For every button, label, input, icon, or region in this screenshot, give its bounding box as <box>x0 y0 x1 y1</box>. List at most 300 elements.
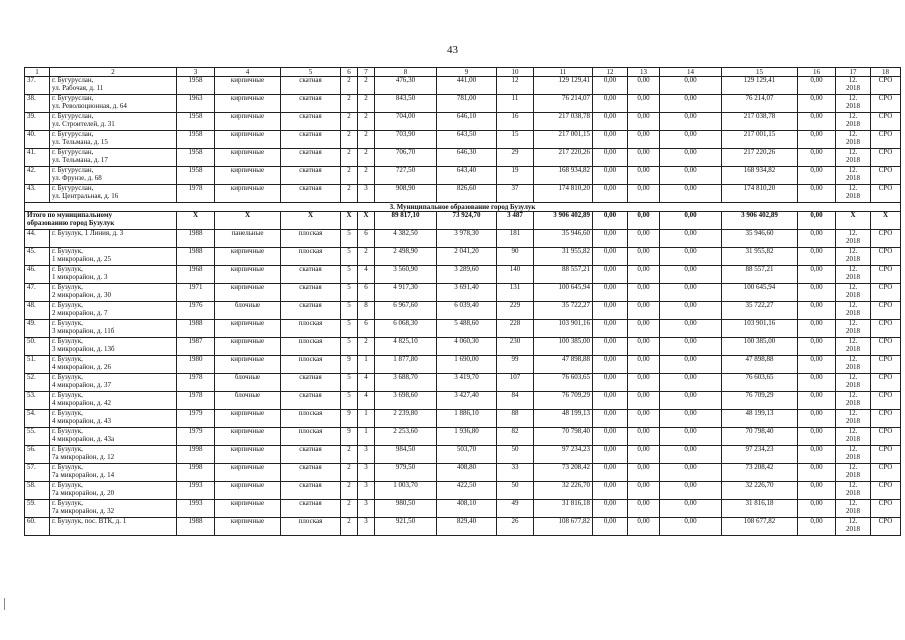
residents-cell: 29 <box>497 149 534 167</box>
address-cell <box>50 320 177 338</box>
value-cell: 0,00 <box>660 284 722 302</box>
floors-cell: 2 <box>341 464 358 482</box>
entrances-cell: 1 <box>358 356 375 374</box>
deadline-month: 12. <box>848 148 858 156</box>
sum-cell: 129 129,41 <box>722 77 798 95</box>
row-number: 40. <box>25 131 50 149</box>
sum-cell: 31 955,82 <box>722 248 798 266</box>
roof-type-cell: скатная <box>281 464 341 482</box>
residents-cell: 84 <box>497 392 534 410</box>
column-number: 18 <box>871 68 901 77</box>
value-cell: 0,00 <box>593 266 628 284</box>
wall-material-cell: блочные <box>215 392 281 410</box>
entrances-cell: 3 <box>358 464 375 482</box>
entrances-cell: 3 <box>358 482 375 500</box>
total-method: X <box>871 212 901 230</box>
deadline-year: 2018 <box>846 236 860 245</box>
address-line-2: 1 микрорайон, д. 3 <box>52 272 108 281</box>
cost-cell: 31 816,18 <box>534 500 593 518</box>
cost-cell: 32 226,70 <box>534 482 593 500</box>
method-cell: СРО <box>871 284 901 302</box>
cost-cell: 174 810,20 <box>534 185 593 203</box>
deadline-year: 2018 <box>846 506 860 515</box>
total-label-line-1: Итого по муниципальному <box>27 211 113 219</box>
value-cell: 0,00 <box>660 500 722 518</box>
total-area-cell: 984,50 <box>375 446 437 464</box>
value-cell: 0,00 <box>593 77 628 95</box>
row-number: 37. <box>25 77 50 95</box>
address-line-1: г. Бузулук, <box>52 373 83 381</box>
floors-cell: 5 <box>341 248 358 266</box>
address-line-1: г. Бугуруслан, <box>52 76 94 84</box>
value-cell: 0,00 <box>628 185 660 203</box>
value-cell: 0,00 <box>798 167 836 185</box>
deadline-cell <box>836 356 871 374</box>
roof-type-cell: скатная <box>281 284 341 302</box>
row-number: 41. <box>25 149 50 167</box>
residents-cell: 82 <box>497 428 534 446</box>
deadline-month: 12. <box>848 319 858 327</box>
table-row <box>25 230 901 248</box>
address-cell <box>50 500 177 518</box>
sum-cell: 100 645,94 <box>722 284 798 302</box>
cost-cell: 76 709,29 <box>534 392 593 410</box>
value-cell: 0,00 <box>628 356 660 374</box>
table-row <box>25 302 901 320</box>
deadline-year: 2018 <box>846 173 860 182</box>
address-line-1: г. Бузулук, <box>52 427 83 435</box>
column-number: 9 <box>437 68 497 77</box>
residents-cell: 229 <box>497 302 534 320</box>
column-number-row <box>25 68 901 77</box>
housing-register-table <box>24 67 901 536</box>
value-cell: 0,00 <box>798 284 836 302</box>
method-cell: СРО <box>871 518 901 536</box>
row-number: 57. <box>25 464 50 482</box>
deadline-month: 12. <box>848 112 858 120</box>
address-line-2: ул. Центральная, д. 16 <box>52 191 119 200</box>
value-cell: 0,00 <box>660 446 722 464</box>
value-cell: 0,00 <box>660 113 722 131</box>
deadline-cell <box>836 284 871 302</box>
entrances-cell: 2 <box>358 248 375 266</box>
deadline-cell <box>836 518 871 536</box>
table-row <box>25 410 901 428</box>
value-cell: 0,00 <box>798 131 836 149</box>
table-row <box>25 464 901 482</box>
wall-material-cell: кирпичные <box>215 410 281 428</box>
total-year: X <box>177 212 215 230</box>
year-cell: 1998 <box>177 446 215 464</box>
sum-cell: 47 898,88 <box>722 356 798 374</box>
value-cell: 0,00 <box>628 77 660 95</box>
value-cell: 0,00 <box>660 185 722 203</box>
total-area-cell: 706,70 <box>375 149 437 167</box>
deadline-month: 12. <box>848 391 858 399</box>
deadline-cell <box>836 320 871 338</box>
year-cell: 1968 <box>177 266 215 284</box>
row-number: 56. <box>25 446 50 464</box>
address-cell <box>50 428 177 446</box>
value-cell: 0,00 <box>593 500 628 518</box>
value-cell: 0,00 <box>628 464 660 482</box>
total-entrances: X <box>358 212 375 230</box>
floors-cell: 5 <box>341 284 358 302</box>
address-line-1: г. Бузулук, <box>52 499 83 507</box>
wall-material-cell: кирпичные <box>215 248 281 266</box>
wall-material-cell: кирпичные <box>215 356 281 374</box>
living-area-cell: 1 690,00 <box>437 356 497 374</box>
address-cell <box>50 77 177 95</box>
method-cell: СРО <box>871 167 901 185</box>
year-cell: 1988 <box>177 518 215 536</box>
residents-cell: 37 <box>497 185 534 203</box>
address-cell <box>50 464 177 482</box>
column-number: 7 <box>358 68 375 77</box>
address-cell <box>50 356 177 374</box>
address-line-1: г. Бузулук, <box>52 337 83 345</box>
address-line-1: г. Бузулук, <box>52 355 83 363</box>
value-cell: 0,00 <box>660 338 722 356</box>
value-cell: 0,00 <box>798 392 836 410</box>
deadline-cell <box>836 185 871 203</box>
roof-type-cell: скатная <box>281 302 341 320</box>
row-number: 58. <box>25 482 50 500</box>
year-cell: 1993 <box>177 482 215 500</box>
deadline-cell <box>836 248 871 266</box>
value-cell: 0,00 <box>593 113 628 131</box>
value-cell: 0,00 <box>798 464 836 482</box>
year-cell: 1971 <box>177 284 215 302</box>
column-number: 12 <box>593 68 628 77</box>
entrances-cell: 2 <box>358 77 375 95</box>
floors-cell: 2 <box>341 518 358 536</box>
row-number: 39. <box>25 113 50 131</box>
value-cell: 0,00 <box>628 284 660 302</box>
method-cell: СРО <box>871 356 901 374</box>
table-row <box>25 320 901 338</box>
deadline-year: 2018 <box>846 101 860 110</box>
deadline-month: 12. <box>848 283 858 291</box>
sum-cell: 100 385,00 <box>722 338 798 356</box>
method-cell: СРО <box>871 131 901 149</box>
address-line-2: 7а микрорайон, д. 20 <box>52 488 115 497</box>
row-number: 55. <box>25 428 50 446</box>
floors-cell: 2 <box>341 500 358 518</box>
year-cell: 1958 <box>177 113 215 131</box>
deadline-cell <box>836 167 871 185</box>
cost-cell: 76 214,07 <box>534 95 593 113</box>
address-line-2: ул. Рабочая, д. 11 <box>52 83 104 92</box>
column-number: 15 <box>722 68 798 77</box>
living-area-cell: 643,50 <box>437 131 497 149</box>
address-cell <box>50 410 177 428</box>
entrances-cell: 4 <box>358 392 375 410</box>
sum-cell: 48 199,13 <box>722 410 798 428</box>
sum-cell: 70 798,40 <box>722 428 798 446</box>
value-cell: 0,00 <box>798 338 836 356</box>
deadline-month: 12. <box>848 337 858 345</box>
address-cell <box>50 446 177 464</box>
sum-cell: 35 946,60 <box>722 230 798 248</box>
deadline-cell <box>836 302 871 320</box>
address-line-2: 4 микрорайон, д. 43 <box>52 416 111 425</box>
total-area-cell: 921,50 <box>375 518 437 536</box>
address-line-2: ул. Тельмана, д. 15 <box>52 137 108 146</box>
residents-cell: 228 <box>497 320 534 338</box>
cost-cell: 103 901,16 <box>534 320 593 338</box>
roof-type-cell: плоская <box>281 410 341 428</box>
method-cell: СРО <box>871 320 901 338</box>
value-cell: 0,00 <box>660 482 722 500</box>
deadline-year: 2018 <box>846 452 860 461</box>
sum-cell: 103 901,16 <box>722 320 798 338</box>
value-cell: 0,00 <box>628 230 660 248</box>
year-cell: 1958 <box>177 77 215 95</box>
floors-cell: 5 <box>341 320 358 338</box>
residents-cell: 131 <box>497 284 534 302</box>
method-cell: СРО <box>871 482 901 500</box>
table-row <box>25 113 901 131</box>
value-cell: 0,00 <box>628 374 660 392</box>
cost-cell: 73 208,42 <box>534 464 593 482</box>
wall-material-cell: блочные <box>215 302 281 320</box>
value-cell: 0,00 <box>593 131 628 149</box>
living-area-cell: 441,00 <box>437 77 497 95</box>
deadline-cell <box>836 410 871 428</box>
value-cell: 0,00 <box>798 113 836 131</box>
deadline-year: 2018 <box>846 488 860 497</box>
address-line-2: 2 микрорайон, д. 30 <box>52 290 111 299</box>
value-cell: 0,00 <box>593 248 628 266</box>
cost-cell: 129 129,41 <box>534 77 593 95</box>
deadline-year: 2018 <box>846 155 860 164</box>
method-cell: СРО <box>871 113 901 131</box>
value-cell: 0,00 <box>660 356 722 374</box>
table-row <box>25 482 901 500</box>
table-row <box>25 131 901 149</box>
sum-cell: 76 709,29 <box>722 392 798 410</box>
address-cell <box>50 113 177 131</box>
living-area-cell: 826,60 <box>437 185 497 203</box>
entrances-cell: 2 <box>358 95 375 113</box>
value-cell: 0,00 <box>798 428 836 446</box>
table-row <box>25 77 901 95</box>
value-cell: 0,00 <box>593 410 628 428</box>
row-number: 38. <box>25 95 50 113</box>
scan-margin-mark <box>4 598 5 610</box>
address-cell <box>50 167 177 185</box>
floors-cell: 2 <box>341 167 358 185</box>
total-area-cell: 843,50 <box>375 95 437 113</box>
address-cell <box>50 284 177 302</box>
deadline-year: 2018 <box>846 119 860 128</box>
total-label <box>25 212 177 230</box>
residents-cell: 19 <box>497 167 534 185</box>
address-line-2: ул. Строителей, д. 31 <box>52 119 115 128</box>
living-area-cell: 2 041,20 <box>437 248 497 266</box>
value-cell: 0,00 <box>660 131 722 149</box>
address-cell <box>50 338 177 356</box>
residents-cell: 140 <box>497 266 534 284</box>
entrances-cell: 2 <box>358 113 375 131</box>
address-cell <box>50 266 177 284</box>
method-cell: СРО <box>871 185 901 203</box>
table-row <box>25 266 901 284</box>
address-cell <box>50 392 177 410</box>
method-cell: СРО <box>871 266 901 284</box>
table-row <box>25 248 901 266</box>
year-cell: 1963 <box>177 95 215 113</box>
floors-cell: 9 <box>341 428 358 446</box>
wall-material-cell: кирпичные <box>215 446 281 464</box>
total-area-cell: 4 917,30 <box>375 284 437 302</box>
column-number: 11 <box>534 68 593 77</box>
entrances-cell: 2 <box>358 149 375 167</box>
method-cell: СРО <box>871 230 901 248</box>
total-area-cell: 704,00 <box>375 113 437 131</box>
living-area-cell: 1 886,10 <box>437 410 497 428</box>
residents-cell: 49 <box>497 500 534 518</box>
address-line-2: 4 микрорайон, д. 26 <box>52 362 111 371</box>
total-wall: X <box>215 212 281 230</box>
entrances-cell: 4 <box>358 374 375 392</box>
value-cell: 0,00 <box>660 320 722 338</box>
total-area-cell: 703,90 <box>375 131 437 149</box>
deadline-cell <box>836 482 871 500</box>
method-cell: СРО <box>871 464 901 482</box>
year-cell: 1979 <box>177 428 215 446</box>
value-cell: 0,00 <box>628 113 660 131</box>
entrances-cell: 3 <box>358 518 375 536</box>
deadline-month: 12. <box>848 229 858 237</box>
table-row <box>25 428 901 446</box>
value-cell: 0,00 <box>660 410 722 428</box>
year-cell: 1958 <box>177 167 215 185</box>
deadline-cell <box>836 131 871 149</box>
roof-type-cell: скатная <box>281 167 341 185</box>
address-line-2: 7а микрорайон, д. 32 <box>52 506 115 515</box>
cost-cell: 76 603,65 <box>534 374 593 392</box>
sum-cell: 73 208,42 <box>722 464 798 482</box>
deadline-year: 2018 <box>846 434 860 443</box>
value-cell: 0,00 <box>798 500 836 518</box>
deadline-month: 12. <box>848 445 858 453</box>
year-cell: 1978 <box>177 374 215 392</box>
wall-material-cell: кирпичные <box>215 149 281 167</box>
address-line-1: г. Бузулук, <box>52 391 83 399</box>
roof-type-cell: плоская <box>281 428 341 446</box>
address-line-1: г. Бузулук, <box>52 463 83 471</box>
row-number: 50. <box>25 338 50 356</box>
total-area-cell: 2 498,90 <box>375 248 437 266</box>
deadline-year: 2018 <box>846 398 860 407</box>
wall-material-cell: кирпичные <box>215 464 281 482</box>
value-cell: 0,00 <box>798 320 836 338</box>
deadline-year: 2018 <box>846 380 860 389</box>
value-cell: 0,00 <box>593 167 628 185</box>
value-cell: 0,00 <box>660 167 722 185</box>
value-cell: 0,00 <box>660 518 722 536</box>
table-row <box>25 356 901 374</box>
deadline-month: 12. <box>848 301 858 309</box>
wall-material-cell: блочные <box>215 374 281 392</box>
total-area-cell: 476,30 <box>375 77 437 95</box>
address-line-1: г. Бугуруслан, <box>52 184 94 192</box>
table-row <box>25 95 901 113</box>
living-area-cell: 408,10 <box>437 500 497 518</box>
address-line-1: г. Бугуруслан, <box>52 94 94 102</box>
method-cell: СРО <box>871 392 901 410</box>
value-cell: 0,00 <box>798 482 836 500</box>
value-cell: 0,00 <box>593 284 628 302</box>
address-line-1: г. Бузулук, <box>52 247 83 255</box>
address-line-1: г. Бузулук, <box>52 301 83 309</box>
value-cell: 0,00 <box>628 149 660 167</box>
floors-cell: 2 <box>341 95 358 113</box>
address-line-2: ул. Революционная, д. 64 <box>52 101 127 110</box>
row-number: 52. <box>25 374 50 392</box>
value-cell: 0,00 <box>660 302 722 320</box>
value-cell: 0,00 <box>798 185 836 203</box>
address-line-2: 4 микрорайон, д. 42 <box>52 398 111 407</box>
row-number: 53. <box>25 392 50 410</box>
deadline-cell <box>836 374 871 392</box>
deadline-month: 12. <box>848 427 858 435</box>
entrances-cell: 3 <box>358 185 375 203</box>
value-cell: 0,00 <box>628 446 660 464</box>
value-cell: 0,00 <box>660 374 722 392</box>
wall-material-cell: кирпичные <box>215 266 281 284</box>
entrances-cell: 2 <box>358 338 375 356</box>
address-line-1: г. Бугуруслан, <box>52 166 94 174</box>
sum-cell: 31 816,18 <box>722 500 798 518</box>
roof-type-cell: плоская <box>281 230 341 248</box>
living-area-cell: 1 936,80 <box>437 428 497 446</box>
deadline-year: 2018 <box>846 290 860 299</box>
address-cell <box>50 302 177 320</box>
value-cell: 0,00 <box>798 230 836 248</box>
total-area-cell: 4 825,10 <box>375 338 437 356</box>
value-cell: 0,00 <box>628 392 660 410</box>
value-cell: 0,00 <box>798 302 836 320</box>
living-area-cell: 781,00 <box>437 95 497 113</box>
deadline-cell <box>836 266 871 284</box>
floors-cell: 2 <box>341 77 358 95</box>
value-cell: 0,00 <box>798 356 836 374</box>
value-cell: 0,00 <box>660 95 722 113</box>
method-cell: СРО <box>871 95 901 113</box>
entrances-cell: 3 <box>358 500 375 518</box>
floors-cell: 2 <box>341 482 358 500</box>
deadline-cell <box>836 428 871 446</box>
sum-cell: 217 001,15 <box>722 131 798 149</box>
roof-type-cell: скатная <box>281 149 341 167</box>
residents-cell: 88 <box>497 410 534 428</box>
total-value: 0,00 <box>628 212 660 230</box>
value-cell: 0,00 <box>628 266 660 284</box>
entrances-cell: 2 <box>358 131 375 149</box>
address-cell <box>50 482 177 500</box>
wall-material-cell: кирпичные <box>215 95 281 113</box>
living-area-cell: 3 978,30 <box>437 230 497 248</box>
wall-material-cell: кирпичные <box>215 77 281 95</box>
residents-cell: 12 <box>497 77 534 95</box>
deadline-month: 12. <box>848 481 858 489</box>
sum-cell: 32 226,70 <box>722 482 798 500</box>
total-roof: X <box>281 212 341 230</box>
deadline-month: 12. <box>848 94 858 102</box>
